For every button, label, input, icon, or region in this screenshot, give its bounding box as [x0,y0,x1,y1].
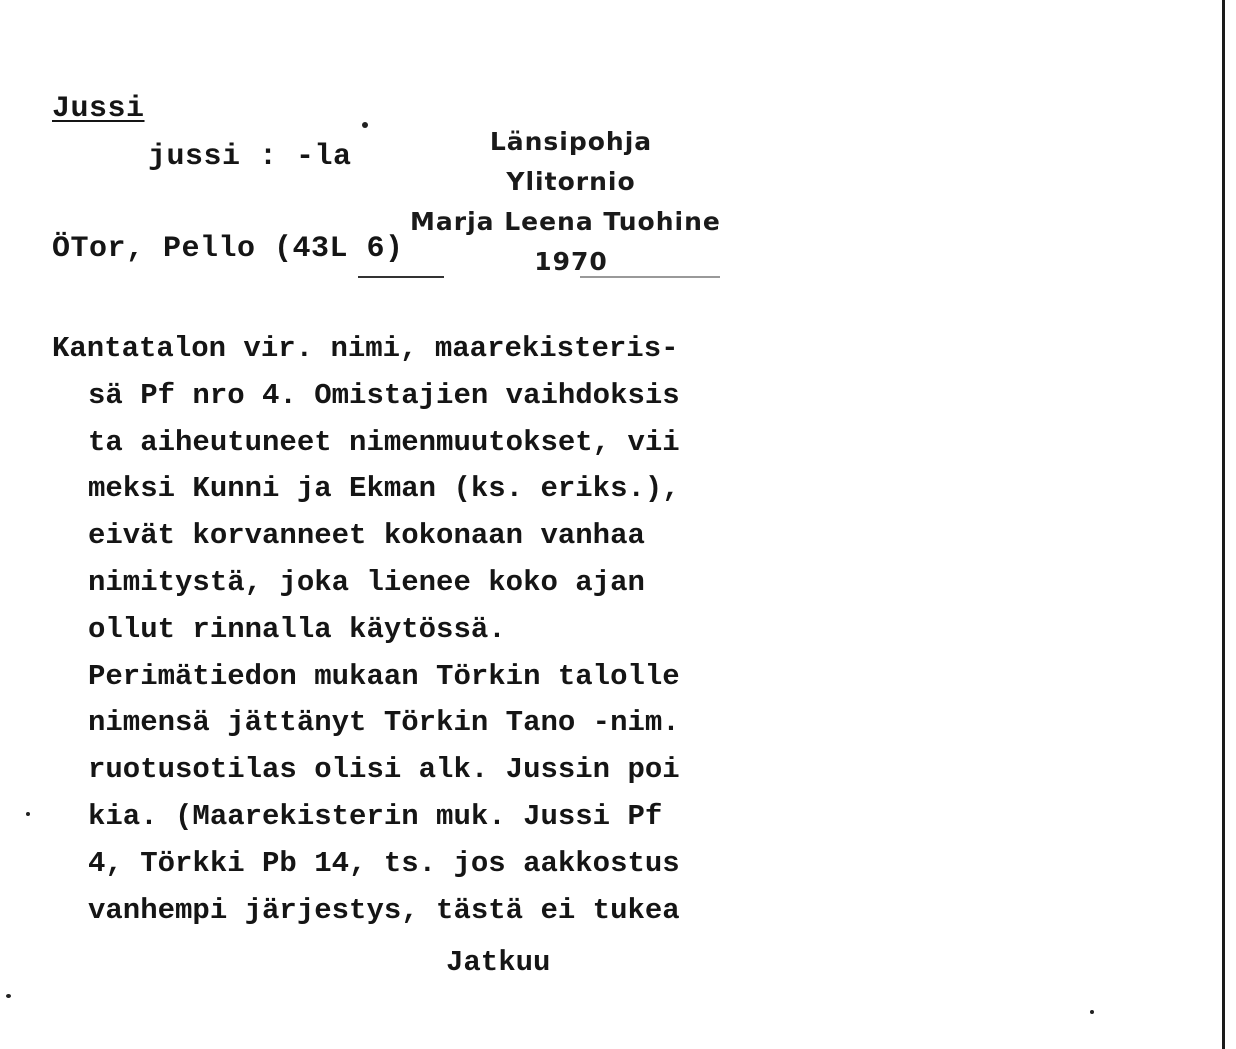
stamp-region: Länsipohja [489,127,653,156]
description-line: ollut rinnalla käytössä. [88,612,506,646]
stamp-parish: Ylitornio [506,167,636,196]
continues-note: Jatkuu [446,946,551,979]
description-line: Perimätiedon mukaan Törkin talolle [88,659,680,693]
stamp-year: 1970 [534,247,608,276]
description-line: kia. (Maarekisterin muk. Jussi Pf [88,799,663,833]
description-line: nimitystä, joka lienee koko ajan [88,565,645,599]
inflection: jussi : -la [148,140,352,174]
description-line: meksi Kunni ja Ekman (ks. eriks.), [88,472,680,506]
scan-speck [6,994,11,998]
description-line: 4, Törkki Pb 14, ts. jos aakkostus [88,846,680,880]
scan-speck [26,812,30,816]
description-line: ta aiheutuneet nimenmuutokset, vii [88,425,680,459]
description-line: ruotusotilas olisi alk. Jussin poi [88,753,680,787]
scan-speck [362,122,368,128]
scan-mark [358,276,444,278]
description-text [52,326,742,934]
location: ÖTor, Pello (43L 6) [52,232,404,266]
description-line: Kantatalon vir. nimi, maarekisteris- [52,332,679,365]
scan-mark [580,276,720,278]
description-line: vanhempi järjestys, tästä ei tukea [88,893,680,927]
description-line: eivät korvanneet kokonaan vanhaa [88,519,645,553]
headword: Jussi [52,92,145,126]
stamp-collector: Marja Leena Tuohine [410,207,721,236]
card-edge-line [1222,0,1225,1049]
scan-speck [1090,1010,1094,1014]
collection-stamp [406,122,736,282]
description-line: sä Pf nro 4. Omistajien vaihdoksis [88,378,680,412]
description-line: nimensä jättänyt Törkin Tano -nim. [88,706,680,740]
